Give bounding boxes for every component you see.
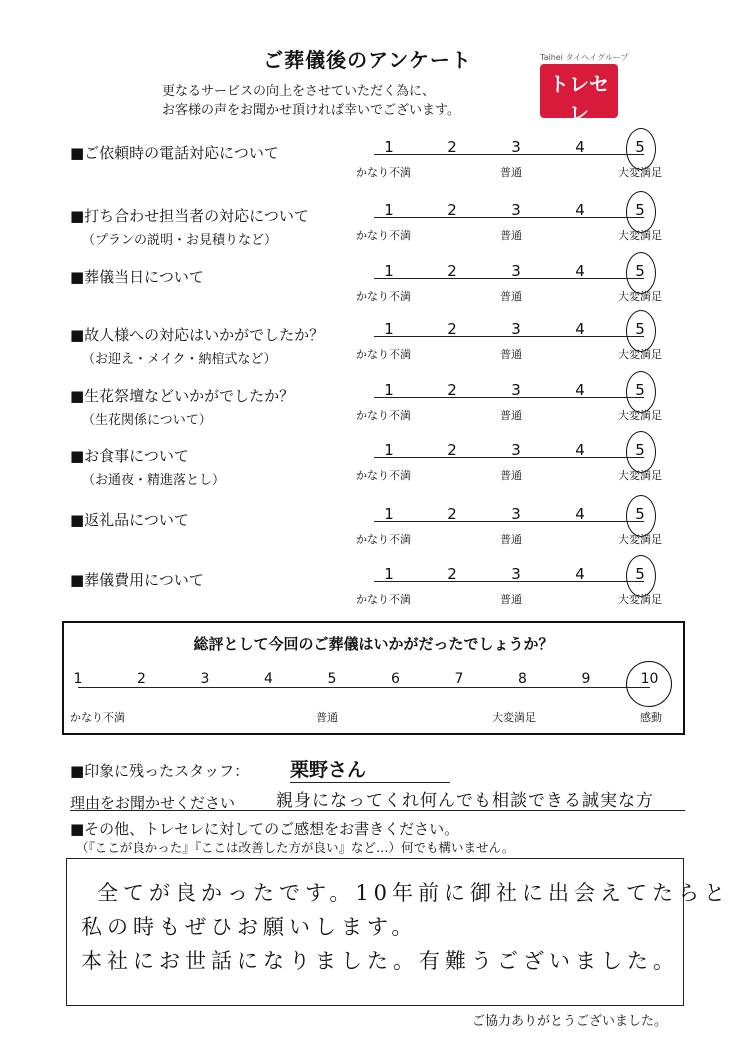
selected-circle (626, 128, 656, 170)
scale-number-5[interactable]: 5 (635, 262, 645, 280)
overall-number-7[interactable]: 7 (454, 671, 464, 687)
overall-number-2[interactable]: 2 (137, 671, 146, 687)
selected-circle (626, 310, 656, 352)
scale-number-4[interactable]: 4 (575, 505, 585, 523)
selected-circle (626, 252, 656, 294)
scale-number-4[interactable]: 4 (575, 441, 585, 459)
scale-number-5[interactable]: 5 (635, 441, 645, 459)
rating-scale (356, 320, 676, 376)
scale-number-3[interactable]: 3 (511, 262, 521, 280)
question-label: ■生花祭壇などいかがでしたか？ (70, 387, 295, 405)
overall-label-high: 大変満足 (492, 711, 536, 724)
question-label: ■ご依頼時の電話対応について (70, 144, 279, 162)
scale-label-low: かなり不満 (356, 166, 411, 179)
question-sub: （生花関係について） (82, 413, 212, 428)
scale-number-1[interactable]: 1 (384, 381, 394, 399)
scale-number-2[interactable]: 2 (447, 381, 457, 399)
logo-tagline: 安心葬儀 (559, 130, 599, 141)
other-hint: （『ここが良かった』『ここは改善した方が良い』など…）何でも構いません。 (76, 840, 515, 855)
scale-number-4[interactable]: 4 (575, 262, 585, 280)
scale-number-3[interactable]: 3 (511, 505, 521, 523)
scale-number-1[interactable]: 1 (384, 565, 394, 583)
overall-number-10[interactable]: 10 (640, 671, 659, 687)
footer-thanks: ご協力ありがとうございました。 (472, 1014, 668, 1029)
overall-label-mid: 普通 (316, 711, 338, 724)
scale-label-high: 大変満足 (618, 290, 662, 303)
question-label: ■返礼品について (70, 511, 189, 529)
reason-answer[interactable]: 親身になってくれ何んでも相談できる誠実な方 (276, 791, 654, 811)
comment-line-3: 本社にお世話になりました。有難うございました。 (81, 949, 679, 973)
selected-circle (626, 191, 656, 233)
scale-number-3[interactable]: 3 (511, 565, 521, 583)
overall-number-8[interactable]: 8 (518, 671, 527, 687)
overall-number-6[interactable]: 6 (391, 671, 400, 687)
question-label: ■お食事について (70, 447, 189, 465)
scale-number-3[interactable]: 3 (511, 320, 521, 338)
question-label: ■葬儀費用について (70, 571, 204, 589)
scale-label-high: 大変満足 (618, 229, 662, 242)
scale-number-5[interactable]: 5 (635, 381, 645, 399)
page-title: ご葬儀後のアンケート (263, 48, 472, 72)
comment-line-2: 私の時もぜひお願いします。 (81, 915, 418, 939)
scale-number-4[interactable]: 4 (575, 201, 585, 219)
scale-number-1[interactable]: 1 (384, 201, 394, 219)
scale-number-2[interactable]: 2 (447, 565, 457, 583)
scale-label-mid: 普通 (500, 348, 522, 361)
scale-number-1[interactable]: 1 (384, 138, 394, 156)
rating-scale (356, 138, 676, 194)
intro-line-2: お客様の声をお聞かせ頂ければ幸いでございます。 (162, 103, 460, 118)
scale-number-1[interactable]: 1 (384, 320, 394, 338)
overall-label-low: かなり不満 (70, 711, 125, 724)
scale-number-3[interactable]: 3 (511, 201, 521, 219)
scale-number-1[interactable]: 1 (384, 505, 394, 523)
scale-label-low: かなり不満 (356, 409, 411, 422)
scale-number-4[interactable]: 4 (575, 138, 585, 156)
scale-number-2[interactable]: 2 (447, 441, 457, 459)
question-label: ■葬儀当日について (70, 268, 204, 286)
selected-circle (626, 555, 656, 597)
comment-box[interactable] (66, 858, 731, 1006)
scale-label-high: 大変満足 (618, 469, 662, 482)
scale-number-5[interactable]: 5 (635, 138, 645, 156)
overall-question: 総評として今回のご葬儀はいかがだったでしょうか？ (193, 635, 554, 653)
rating-scale (356, 262, 676, 318)
scale-label-mid: 普通 (500, 290, 522, 303)
scale-number-5[interactable]: 5 (635, 320, 645, 338)
scale-label-high: 大変満足 (618, 166, 662, 179)
selected-circle (626, 495, 656, 537)
reason-label: 理由をお聞かせください (70, 794, 236, 812)
selected-circle (626, 371, 656, 413)
scale-label-mid: 普通 (500, 593, 522, 606)
intro-line-1: 更なるサービスの向上をさせていただく為に、 (162, 84, 436, 99)
scale-number-2[interactable]: 2 (447, 262, 457, 280)
scale-number-3[interactable]: 3 (511, 138, 521, 156)
scale-label-high: 大変満足 (618, 533, 662, 546)
scale-label-high: 大変満足 (618, 348, 662, 361)
scale-number-2[interactable]: 2 (447, 138, 457, 156)
rating-scale (356, 565, 676, 621)
rating-scale (356, 381, 676, 437)
scale-label-low: かなり不満 (356, 469, 411, 482)
logo-name: トレセレ (549, 72, 609, 125)
scale-label-mid: 普通 (500, 409, 522, 422)
question-label: ■故人様への対応はいかがでしたか？ (70, 326, 325, 344)
scale-label-low: かなり不満 (356, 593, 411, 606)
overall-number-1[interactable]: 1 (73, 671, 83, 687)
scale-label-mid: 普通 (500, 469, 522, 482)
scale-number-1[interactable]: 1 (384, 262, 394, 280)
scale-number-1[interactable]: 1 (384, 441, 394, 459)
reason-underline (70, 810, 685, 811)
question-sub: （プランの説明・お見積りなど） (82, 233, 278, 248)
question-label: ■打ち合わせ担当者の対応について (70, 207, 309, 225)
overall-number-9[interactable]: 9 (581, 671, 591, 687)
question-sub: （お迎え・メイク・納棺式など） (82, 352, 277, 367)
staff-answer[interactable]: 栗野さん (290, 755, 450, 783)
scale-label-low: かなり不満 (356, 229, 411, 242)
logo-group-text: Taihei タイヘイグループ (540, 53, 629, 62)
scale-number-3[interactable]: 3 (511, 441, 521, 459)
scale-label-mid: 普通 (500, 229, 522, 242)
scale-label-low: かなり不満 (356, 290, 411, 303)
scale-label-high: 大変満足 (618, 409, 662, 422)
rating-scale (356, 201, 676, 257)
scale-number-4[interactable]: 4 (575, 320, 585, 338)
scale-number-5[interactable]: 5 (635, 505, 645, 523)
rating-scale (356, 441, 676, 497)
scale-number-5[interactable]: 5 (635, 201, 645, 219)
scale-label-mid: 普通 (500, 533, 522, 546)
staff-label: ■印象に残ったスタッフ： (70, 762, 250, 780)
overall-number-5[interactable]: 5 (327, 671, 337, 687)
rating-scale (356, 505, 676, 561)
overall-rating-box (62, 621, 685, 735)
scale-number-4[interactable]: 4 (575, 381, 585, 399)
question-sub: （お通夜・精進落とし） (82, 473, 226, 488)
scale-label-high: 大変満足 (618, 593, 662, 606)
scale-label-low: かなり不満 (356, 348, 411, 361)
scale-number-4[interactable]: 4 (575, 565, 585, 583)
scale-number-2[interactable]: 2 (447, 505, 457, 523)
logo (540, 64, 618, 141)
selected-circle (626, 431, 656, 473)
other-label: ■その他、トレセレに対してのご感想をお書きください。 (70, 820, 460, 838)
scale-number-3[interactable]: 3 (511, 381, 521, 399)
scale-number-2[interactable]: 2 (447, 201, 457, 219)
overall-label-top: 感動 (640, 711, 662, 724)
scale-number-5[interactable]: 5 (635, 565, 645, 583)
scale-label-mid: 普通 (500, 166, 522, 179)
scale-label-low: かなり不満 (356, 533, 411, 546)
overall-scale-line (78, 687, 650, 688)
comment-line-1: 全てが良かったです。10年前に御社に出会えてたらと (97, 881, 731, 905)
overall-number-4[interactable]: 4 (264, 671, 273, 687)
overall-number-3[interactable]: 3 (200, 671, 210, 687)
scale-number-2[interactable]: 2 (447, 320, 457, 338)
